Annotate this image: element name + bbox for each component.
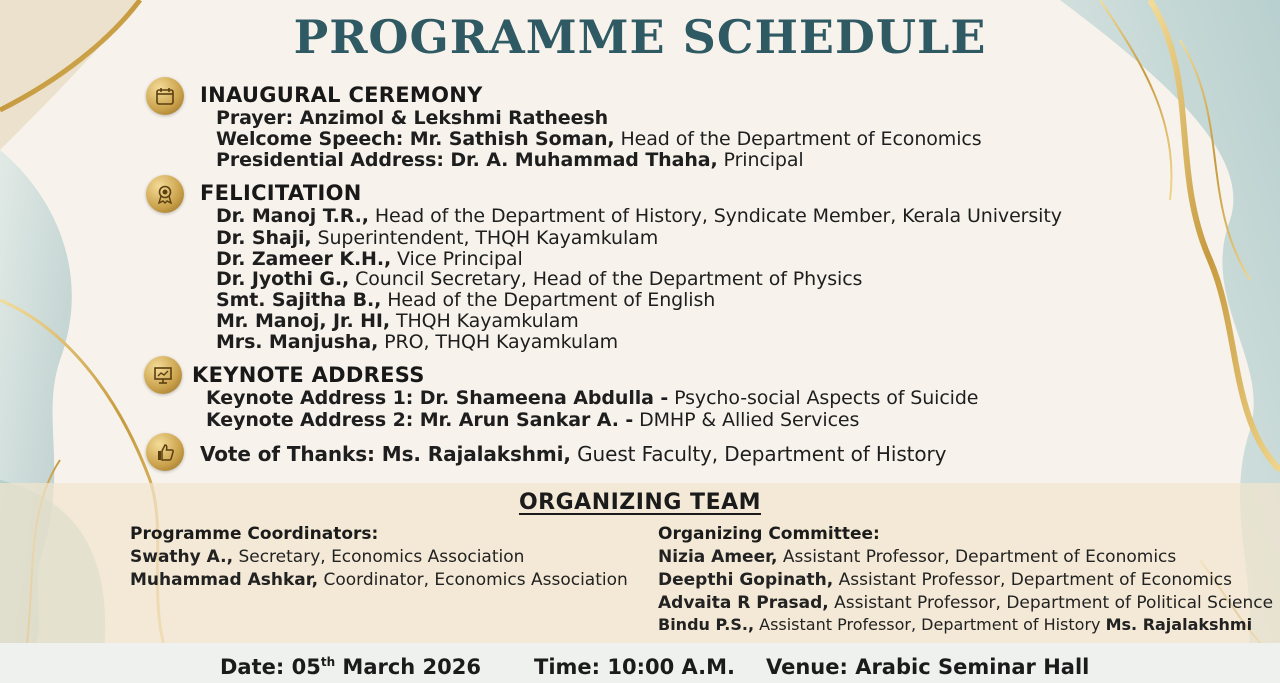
inaugural-welcome: Welcome Speech: Mr. Sathish Soman, Head of the Department of Economics [216, 128, 982, 150]
coordinators-heading: Programme Coordinators: [130, 524, 379, 544]
inaugural-heading: INAUGURAL CEREMONY [200, 83, 483, 107]
award-medal-icon [146, 175, 184, 213]
coordinator-item: Muhammad Ashkar, Coordinator, Economics Association [130, 570, 628, 590]
felicitation-heading: FELICITATION [200, 181, 362, 205]
presentation-board-icon [144, 356, 182, 394]
thumbs-up-icon [146, 433, 184, 471]
committee-item: Deepthi Gopinath, Assistant Professor, Department of Economics [658, 570, 1233, 590]
felicitation-item: Dr. Manoj T.R., Head of the Department of History, Syndicate Member, Kerala University [216, 205, 1062, 227]
coordinator-item: Swathy A., Secretary, Economics Association [130, 547, 525, 567]
inaugural-presidential: Presidential Address: Dr. A. Muhammad Thaha, Principal [216, 149, 804, 171]
felicitation-item: Dr. Zameer K.H., Vice Principal [216, 248, 523, 270]
event-venue: Venue: Arabic Seminar Hall [766, 655, 1090, 679]
felicitation-item: Mrs. Manjusha, PRO, THQH Kayamkulam [216, 331, 619, 353]
page-title: PROGRAMME SCHEDULE [293, 10, 987, 64]
felicitation-item: Mr. Manoj, Jr. HI, THQH Kayamkulam [216, 310, 579, 332]
calendar-icon [146, 77, 184, 115]
committee-item: Advaita R Prasad, Assistant Professor, Department of Political Science [658, 593, 1274, 613]
keynote-item-1: Keynote Address 1: Dr. Shameena Abdulla - Psycho-social Aspects of Suicide [206, 387, 979, 409]
committee-item: Nizia Ameer, Assistant Professor, Department of Economics [658, 547, 1177, 567]
felicitation-item: Smt. Sajitha B., Head of the Department of English [216, 289, 716, 311]
felicitation-item: Dr. Jyothi G., Council Secretary, Head of the Department of Physics [216, 268, 863, 290]
event-time: Time: 10:00 A.M. [534, 655, 736, 679]
event-date: Date: 05th March 2026 [220, 655, 482, 679]
inaugural-prayer: Prayer: Anzimol & Lekshmi Ratheesh [216, 107, 609, 129]
keynote-item-2: Keynote Address 2: Mr. Arun Sankar A. - DMHP & Allied Services [206, 409, 860, 431]
committee-item: Bindu P.S., Assistant Professor, Department of History Ms. Rajalakshmi [658, 615, 1253, 634]
organizing-team-title: ORGANIZING TEAM [518, 490, 762, 515]
committee-heading: Organizing Committee: [658, 524, 880, 544]
felicitation-item: Dr. Shaji, Superintendent, THQH Kayamkulam [216, 227, 659, 249]
vote-of-thanks: Vote of Thanks: Ms. Rajalakshmi, Guest Faculty, Department of History [200, 442, 947, 466]
keynote-heading: KEYNOTE ADDRESS [192, 363, 425, 387]
